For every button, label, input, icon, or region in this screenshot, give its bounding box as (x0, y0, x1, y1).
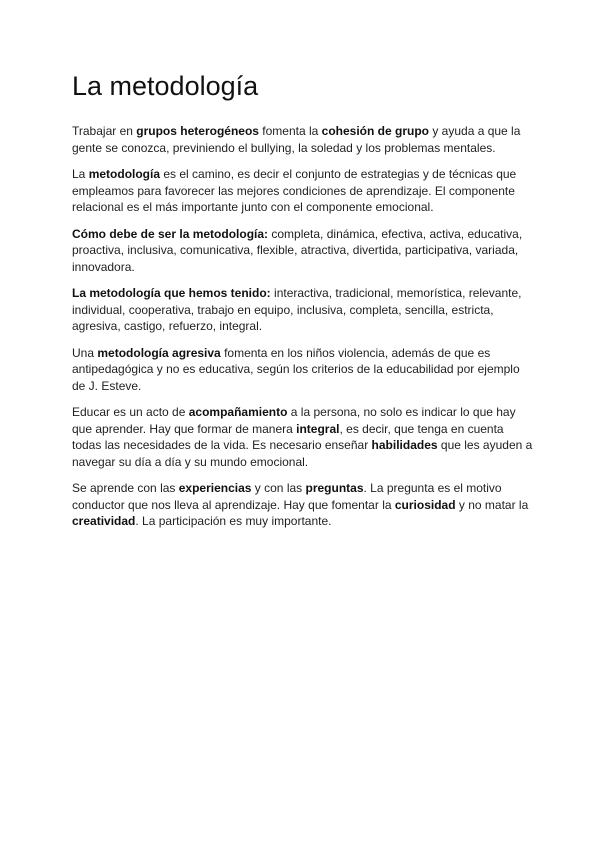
text-run: Una (72, 345, 98, 360)
bold-text: La metodología que hemos tenido: (72, 286, 271, 300)
text-run: La (72, 167, 89, 181)
paragraph (72, 285, 534, 335)
bold-text: Cómo debe de ser la metodología: (72, 226, 269, 241)
bold-text: acompañamiento (188, 405, 288, 419)
bold-text: experiencias (178, 481, 252, 495)
text-run: , es decir, que tenga en cuenta todas las necesidades de la vida. Es necesario enseñar (72, 421, 504, 452)
text-run: y con las (251, 481, 306, 495)
text-run: y no matar la (455, 497, 529, 512)
paragraph (72, 166, 534, 216)
bold-text: curiosidad (394, 497, 456, 512)
bold-text: grupos heterogéneos (136, 124, 259, 138)
bold-text: metodología agresiva (97, 345, 221, 360)
paragraph (72, 226, 534, 276)
bold-text: metodología (88, 167, 161, 181)
text-run: Se aprende con las (72, 481, 179, 495)
bold-text: integral (296, 421, 340, 436)
text-run: fomenta la (258, 124, 322, 138)
text-run: fomenta en los niños violencia, además de que es antipedagógica y no es educativa, según los criterios de la educabilidad por ejemplo de J. Esteve. (72, 345, 520, 393)
bold-text: habilidades (371, 438, 438, 452)
text-run: Trabajar en (72, 124, 137, 138)
bold-text: creatividad (72, 514, 136, 528)
text-run: que les ayuden a navegar su día a día y su mundo emocional. (72, 438, 533, 469)
paragraph (72, 404, 534, 470)
document-body (72, 123, 534, 530)
text-run: . La participación es muy importante. (135, 514, 332, 528)
document-page (72, 66, 534, 540)
text-run: interactiva, tradicional, memorística, relevante, individual, cooperativa, trabajo en equipo, inclusiva, completa, sencilla, estricta, agresiva, castigo, refuerzo, integral. (72, 286, 522, 333)
bold-text: cohesión de grupo (321, 124, 429, 138)
text-run: Educar es un acto de (72, 405, 189, 419)
bold-text: preguntas (305, 481, 364, 495)
page-title: La metodología (72, 71, 259, 101)
text-run: a la persona, no solo es indicar lo que hay que aprender. Hay que formar de manera (72, 405, 516, 436)
text-run: completa, dinámica, efectiva, activa, educativa, proactiva, inclusiva, comunicativa, flexible, atractiva, divertida, participativa, variada, innovadora. (72, 226, 523, 274)
text-run: es el camino, es decir el conjunto de estrategias y de técnicas que empleamos para favorecer las mejores condiciones de aprendizaje. El componente relacional es el más importante junto con el componente emocional. (72, 167, 517, 214)
text-run: . La pregunta es el motivo conductor que nos lleva al aprendizaje. Hay que fomentar la (72, 481, 502, 512)
text-run: y ayuda a que la gente se conozca, previniendo el bullying, la soledad y los problemas mentales. (72, 124, 521, 155)
paragraph (72, 345, 534, 395)
paragraph (72, 123, 534, 156)
paragraph (72, 480, 534, 530)
